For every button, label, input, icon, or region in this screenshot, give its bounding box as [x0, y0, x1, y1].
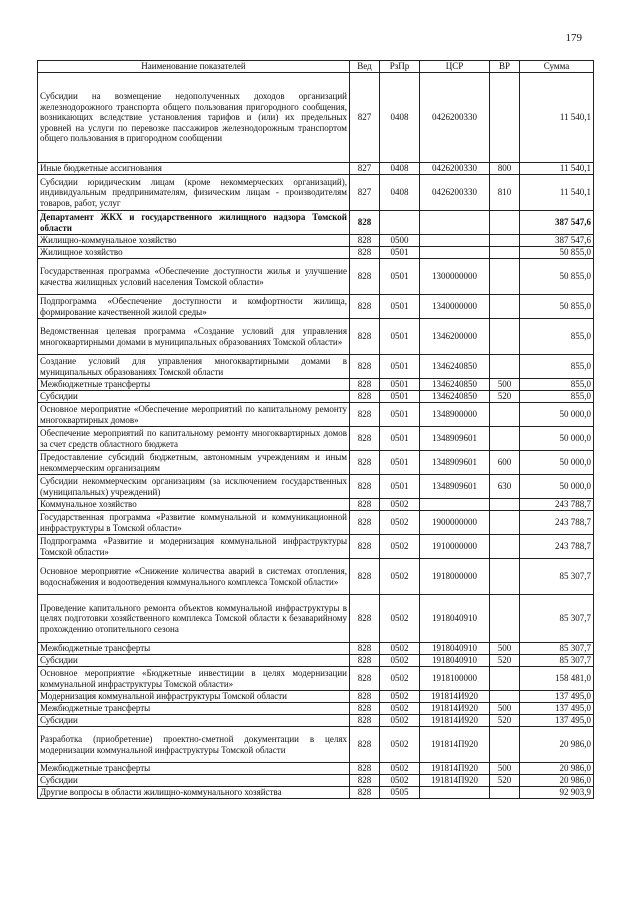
header-sum: Сумма [520, 61, 594, 73]
row-ved-cell: 828 [350, 403, 380, 427]
row-sum-cell: 158 481,0 [520, 667, 594, 691]
row-csr-cell [420, 235, 490, 247]
row-rzpr-cell: 0502 [380, 691, 420, 703]
row-vr-cell [490, 427, 520, 451]
row-vr-cell: 500 [490, 703, 520, 715]
row-sum-cell: 50 855,0 [520, 247, 594, 259]
row-csr-cell: 191814П920 [420, 727, 490, 763]
row-rzpr-cell: 0501 [380, 427, 420, 451]
row-ved-cell: 828 [350, 715, 380, 727]
row-csr-cell [420, 499, 490, 511]
row-csr-cell: 1340000000 [420, 295, 490, 319]
row-rzpr-cell: 0501 [380, 391, 420, 403]
row-vr-cell: 500 [490, 643, 520, 655]
row-rzpr-cell: 0502 [380, 559, 420, 595]
row-csr-cell: 1346240850 [420, 379, 490, 391]
row-name-cell: Иные бюджетные ассигнования [38, 163, 350, 175]
header-rzpr: РзПр [380, 61, 420, 73]
row-rzpr-cell: 0501 [380, 355, 420, 379]
row-ved-cell: 827 [350, 175, 380, 211]
table-row [38, 355, 594, 379]
table-row [38, 787, 594, 799]
row-sum-cell: 11 540,1 [520, 175, 594, 211]
row-sum-cell: 20 986,0 [520, 775, 594, 787]
row-ved-cell: 828 [350, 535, 380, 559]
row-vr-cell [490, 73, 520, 163]
row-name-cell: Межбюджетные трансферты [38, 763, 350, 775]
row-ved-cell: 828 [350, 787, 380, 799]
row-vr-cell [490, 355, 520, 379]
row-vr-cell [490, 319, 520, 355]
row-vr-cell: 520 [490, 775, 520, 787]
table-row [38, 763, 594, 775]
row-sum-cell: 243 788,7 [520, 499, 594, 511]
row-name-cell: Жилищно-коммунальное хозяйство [38, 235, 350, 247]
row-vr-cell: 520 [490, 655, 520, 667]
row-name-cell: Межбюджетные трансферты [38, 643, 350, 655]
table-body [38, 73, 594, 799]
row-name-cell: Основное мероприятие «Обеспечение мероприятий по капитальному ремонту многоквартирных домов» [38, 403, 350, 427]
row-ved-cell: 828 [350, 475, 380, 499]
row-rzpr-cell: 0502 [380, 595, 420, 643]
row-ved-cell: 828 [350, 355, 380, 379]
row-rzpr-cell: 0502 [380, 535, 420, 559]
row-name-cell: Департамент ЖКХ и государственного жилищного надзора Томской области [38, 211, 350, 235]
row-csr-cell: 0426200330 [420, 73, 490, 163]
row-ved-cell: 828 [350, 211, 380, 235]
table-row [38, 175, 594, 211]
row-name-cell: Государственная программа «Развитие коммунальной и коммуникационной инфраструктуры в Томской области» [38, 511, 350, 535]
row-sum-cell: 50 855,0 [520, 259, 594, 295]
row-rzpr-cell: 0501 [380, 259, 420, 295]
row-ved-cell: 827 [350, 163, 380, 175]
table-row [38, 667, 594, 691]
row-rzpr-cell: 0501 [380, 319, 420, 355]
row-sum-cell: 855,0 [520, 391, 594, 403]
row-ved-cell: 828 [350, 235, 380, 247]
row-csr-cell: 1900000000 [420, 511, 490, 535]
row-ved-cell: 827 [350, 73, 380, 163]
row-vr-cell [490, 559, 520, 595]
row-sum-cell: 855,0 [520, 319, 594, 355]
table-row [38, 535, 594, 559]
row-csr-cell: 1918040910 [420, 595, 490, 643]
row-sum-cell: 92 903,9 [520, 787, 594, 799]
row-sum-cell: 855,0 [520, 379, 594, 391]
row-rzpr-cell: 0502 [380, 715, 420, 727]
row-vr-cell [490, 727, 520, 763]
row-rzpr-cell: 0408 [380, 163, 420, 175]
header-csr: ЦСР [420, 61, 490, 73]
row-ved-cell: 828 [350, 379, 380, 391]
table-row [38, 295, 594, 319]
row-rzpr-cell: 0501 [380, 295, 420, 319]
row-sum-cell: 20 986,0 [520, 727, 594, 763]
table-row [38, 319, 594, 355]
row-rzpr-cell: 0501 [380, 379, 420, 391]
row-name-cell: Обеспечение мероприятий по капитальному ремонту многоквартирных домов за счет средств областного бюджета [38, 427, 350, 451]
row-ved-cell: 828 [350, 247, 380, 259]
table-row [38, 259, 594, 295]
table-row [38, 391, 594, 403]
row-csr-cell: 1348909601 [420, 475, 490, 499]
row-name-cell: Модернизация коммунальной инфраструктуры Томской области [38, 691, 350, 703]
table-row [38, 691, 594, 703]
row-name-cell: Подпрограмма «Обеспечение доступности и комфортности жилища, формирование качественной жилой среды» [38, 295, 350, 319]
row-vr-cell [490, 295, 520, 319]
row-csr-cell: 1348909601 [420, 427, 490, 451]
row-csr-cell: 191814П920 [420, 763, 490, 775]
row-csr-cell: 0426200330 [420, 175, 490, 211]
row-rzpr-cell: 0501 [380, 451, 420, 475]
row-sum-cell: 855,0 [520, 355, 594, 379]
row-ved-cell: 828 [350, 667, 380, 691]
row-sum-cell: 137 495,0 [520, 691, 594, 703]
row-name-cell: Подпрограмма «Развитие и модернизация коммунальной инфраструктуры Томской области» [38, 535, 350, 559]
table-row [38, 163, 594, 175]
row-ved-cell: 828 [350, 655, 380, 667]
row-vr-cell [490, 499, 520, 511]
row-ved-cell: 828 [350, 559, 380, 595]
row-ved-cell: 828 [350, 775, 380, 787]
row-vr-cell [490, 259, 520, 295]
row-csr-cell: 1348900000 [420, 403, 490, 427]
row-name-cell: Разработка (приобретение) проектно-сметной документации в целях модернизации коммунальной инфраструктуры Томской области [38, 727, 350, 763]
row-name-cell: Субсидии [38, 715, 350, 727]
row-rzpr-cell: 0502 [380, 763, 420, 775]
row-vr-cell [490, 667, 520, 691]
table-row [38, 247, 594, 259]
row-name-cell: Субсидии некоммерческим организациям (за исключением государственных (муниципальных) учреждений) [38, 475, 350, 499]
row-vr-cell: 630 [490, 475, 520, 499]
row-csr-cell [420, 247, 490, 259]
row-vr-cell: 800 [490, 163, 520, 175]
row-rzpr-cell: 0502 [380, 655, 420, 667]
row-vr-cell: 520 [490, 391, 520, 403]
row-sum-cell: 50 000,0 [520, 475, 594, 499]
row-ved-cell: 828 [350, 259, 380, 295]
row-sum-cell: 137 495,0 [520, 703, 594, 715]
table-row [38, 427, 594, 451]
row-rzpr-cell: 0408 [380, 175, 420, 211]
table-row [38, 775, 594, 787]
table-header-row [38, 61, 594, 73]
row-sum-cell: 243 788,7 [520, 535, 594, 559]
row-rzpr-cell: 0500 [380, 235, 420, 247]
row-vr-cell: 500 [490, 763, 520, 775]
table-row [38, 211, 594, 235]
row-rzpr-cell: 0502 [380, 667, 420, 691]
row-csr-cell: 1346200000 [420, 319, 490, 355]
row-csr-cell: 191814И920 [420, 715, 490, 727]
table-row [38, 73, 594, 163]
row-vr-cell [490, 595, 520, 643]
row-sum-cell: 85 307,7 [520, 559, 594, 595]
table-row [38, 235, 594, 247]
row-sum-cell: 50 000,0 [520, 451, 594, 475]
row-name-cell: Субсидии на возмещение недополученных доходов организаций железнодорожного транспорта общего пользования пригородного сообщения, возникающих вследствие установления тарифов и (или) их предельных уровней на услуги по перевозке пассажиров железнодорожным транспортом общего пользования в пригородном сообщении [38, 73, 350, 163]
row-name-cell: Основное мероприятие «Бюджетные инвестиции в целях модернизации коммунальной инфраструктуры Томской области» [38, 667, 350, 691]
table-row [38, 595, 594, 643]
row-ved-cell: 828 [350, 295, 380, 319]
table-row [38, 511, 594, 535]
row-rzpr-cell: 0505 [380, 787, 420, 799]
row-vr-cell [490, 691, 520, 703]
row-name-cell: Государственная программа «Обеспечение доступности жилья и улучшение качества жилищных условий населения Томской области» [38, 259, 350, 295]
row-name-cell: Субсидии [38, 391, 350, 403]
row-rzpr-cell: 0502 [380, 499, 420, 511]
row-ved-cell: 828 [350, 391, 380, 403]
row-rzpr-cell: 0502 [380, 775, 420, 787]
budget-table [37, 60, 594, 799]
row-csr-cell: 1918100000 [420, 667, 490, 691]
table-row [38, 379, 594, 391]
row-sum-cell: 243 788,7 [520, 511, 594, 535]
row-vr-cell [490, 211, 520, 235]
row-csr-cell: 1910000000 [420, 535, 490, 559]
page-number: 179 [565, 32, 582, 44]
table-row [38, 703, 594, 715]
row-rzpr-cell [380, 211, 420, 235]
table-row [38, 643, 594, 655]
row-sum-cell: 50 000,0 [520, 403, 594, 427]
row-name-cell: Проведение капитального ремонта объектов коммунальной инфраструктуры в целях подготовки хозяйственного комплекса Томской области к безаварийному прохождению отопительного сезона [38, 595, 350, 643]
row-name-cell: Основное мероприятие «Снижение количества аварий в системах отопления, водоснабжения и водоотведения коммунального комплекса Томской области» [38, 559, 350, 595]
row-ved-cell: 828 [350, 703, 380, 715]
row-csr-cell: 0426200330 [420, 163, 490, 175]
row-ved-cell: 828 [350, 763, 380, 775]
row-sum-cell: 11 540,1 [520, 73, 594, 163]
row-sum-cell: 137 495,0 [520, 715, 594, 727]
table-row [38, 499, 594, 511]
row-name-cell: Межбюджетные трансферты [38, 379, 350, 391]
header-name: Наименование показателей [38, 61, 350, 73]
row-csr-cell: 1918000000 [420, 559, 490, 595]
table-row [38, 655, 594, 667]
row-sum-cell: 20 986,0 [520, 763, 594, 775]
row-csr-cell [420, 787, 490, 799]
row-ved-cell: 828 [350, 643, 380, 655]
row-name-cell: Ведомственная целевая программа «Создание условий для управления многоквартирными домами в муниципальных образованиях Томской области» [38, 319, 350, 355]
table-row [38, 451, 594, 475]
row-csr-cell: 1348909601 [420, 451, 490, 475]
row-vr-cell [490, 787, 520, 799]
row-ved-cell: 828 [350, 319, 380, 355]
row-sum-cell: 85 307,7 [520, 643, 594, 655]
row-ved-cell: 828 [350, 427, 380, 451]
header-vr: ВР [490, 61, 520, 73]
row-sum-cell: 85 307,7 [520, 655, 594, 667]
row-vr-cell: 810 [490, 175, 520, 211]
row-vr-cell [490, 535, 520, 559]
row-name-cell: Межбюджетные трансферты [38, 703, 350, 715]
row-vr-cell: 600 [490, 451, 520, 475]
row-name-cell: Субсидии [38, 655, 350, 667]
row-rzpr-cell: 0501 [380, 247, 420, 259]
row-sum-cell: 387 547,6 [520, 211, 594, 235]
row-name-cell: Создание условий для управления многоквартирными домами в муниципальных образованиях Томской области [38, 355, 350, 379]
row-name-cell: Субсидии юридическим лицам (кроме некоммерческих организаций), индивидуальным предпринимателям, физическим лицам - производителям товаров, работ, услуг [38, 175, 350, 211]
row-vr-cell: 500 [490, 379, 520, 391]
row-csr-cell: 191814И920 [420, 703, 490, 715]
row-sum-cell: 50 000,0 [520, 427, 594, 451]
row-sum-cell: 50 855,0 [520, 295, 594, 319]
row-csr-cell: 191814П920 [420, 775, 490, 787]
row-rzpr-cell: 0501 [380, 475, 420, 499]
row-name-cell: Субсидии [38, 775, 350, 787]
row-ved-cell: 828 [350, 451, 380, 475]
row-rzpr-cell: 0408 [380, 73, 420, 163]
row-ved-cell: 828 [350, 511, 380, 535]
row-rzpr-cell: 0502 [380, 703, 420, 715]
row-name-cell: Жилищное хозяйство [38, 247, 350, 259]
row-csr-cell: 1918040910 [420, 643, 490, 655]
table-row [38, 475, 594, 499]
row-vr-cell [490, 511, 520, 535]
row-sum-cell: 85 307,7 [520, 595, 594, 643]
row-csr-cell [420, 211, 490, 235]
header-ved: Вед [350, 61, 380, 73]
row-vr-cell: 520 [490, 715, 520, 727]
row-name-cell: Предоставление субсидий бюджетным, автономным учреждениям и иным некоммерческим организациям [38, 451, 350, 475]
row-ved-cell: 828 [350, 691, 380, 703]
row-ved-cell: 828 [350, 499, 380, 511]
row-ved-cell: 828 [350, 727, 380, 763]
row-sum-cell: 11 540,1 [520, 163, 594, 175]
row-name-cell: Коммунальное хозяйство [38, 499, 350, 511]
table-row [38, 559, 594, 595]
row-csr-cell: 1346240850 [420, 355, 490, 379]
row-vr-cell [490, 403, 520, 427]
table-row [38, 727, 594, 763]
table-row [38, 715, 594, 727]
row-csr-cell: 1346240850 [420, 391, 490, 403]
row-name-cell: Другие вопросы в области жилищно-коммунального хозяйства [38, 787, 350, 799]
row-ved-cell: 828 [350, 595, 380, 643]
row-vr-cell [490, 235, 520, 247]
row-csr-cell: 191814И920 [420, 691, 490, 703]
row-sum-cell: 387 547,6 [520, 235, 594, 247]
row-csr-cell: 1300000000 [420, 259, 490, 295]
row-rzpr-cell: 0502 [380, 727, 420, 763]
row-vr-cell [490, 247, 520, 259]
row-rzpr-cell: 0501 [380, 403, 420, 427]
table-row [38, 403, 594, 427]
row-rzpr-cell: 0502 [380, 643, 420, 655]
row-csr-cell: 1918040910 [420, 655, 490, 667]
row-rzpr-cell: 0502 [380, 511, 420, 535]
